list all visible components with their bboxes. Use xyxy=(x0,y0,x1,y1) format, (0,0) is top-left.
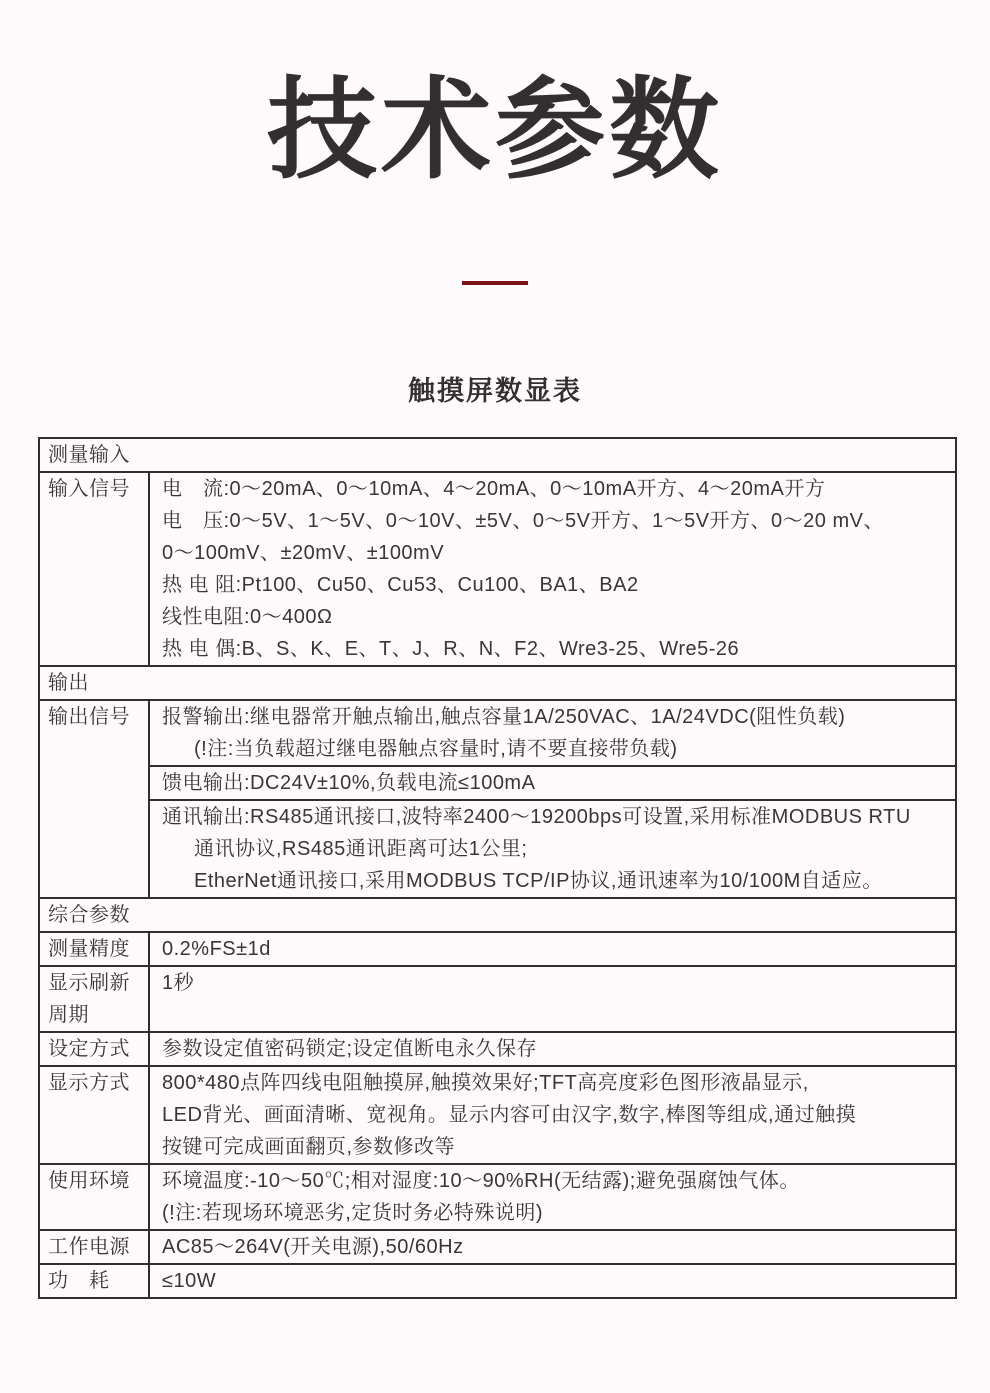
section-header-measurement-input xyxy=(40,439,955,471)
content-line: 0～100mV、±20mV、±100mV xyxy=(162,542,445,564)
section-header-text: 测量输入 xyxy=(48,444,130,466)
content-line: 馈电输出:DC24V±10%,负载电流≤100mA xyxy=(162,772,536,794)
spec-row-power-supply xyxy=(40,1229,955,1263)
row-label-line: 显示刷新 xyxy=(48,972,130,994)
row-label: 显示方式 xyxy=(40,1067,150,1163)
row-label: 使用环境 xyxy=(40,1165,150,1229)
row-content xyxy=(150,1033,955,1065)
content-line: 800*480点阵四线电阻触摸屏,触摸效果好;TFT高亮度彩色图形液晶显示, xyxy=(162,1072,809,1094)
row-content xyxy=(150,473,955,665)
spec-row-environment xyxy=(40,1163,955,1229)
content-line: 电 压:0～5V、1～5V、0～10V、±5V、0～5V开方、1～5V开方、0～20 mV、 xyxy=(162,510,884,532)
content-line: 通讯输出:RS485通讯接口,波特率2400～19200bps可设置,采用标准MODBUS RTU xyxy=(162,806,911,828)
row-content xyxy=(150,933,955,965)
content-line: 按键可完成画面翻页,参数修改等 xyxy=(162,1136,456,1158)
content-line: 热 电 阻:Pt100、Cu50、Cu53、Cu100、BA1、BA2 xyxy=(162,574,639,596)
content-line: 报警输出:继电器常开触点输出,触点容量1A/250VAC、1A/24VDC(阻性负载) xyxy=(162,706,846,728)
content-line: (!注:若现场环境恶劣,定货时务必特殊说明) xyxy=(162,1202,543,1224)
content-line: 通讯协议,RS485通讯距离可达1公里; xyxy=(194,838,528,860)
spec-row-power-consumption xyxy=(40,1263,955,1297)
row-label: 输出信号 xyxy=(40,701,150,897)
subcell-comm-output xyxy=(150,799,955,897)
row-content xyxy=(150,1231,955,1263)
spec-table xyxy=(38,437,957,1299)
content-line: 电 流:0～20mA、0～10mA、4～20mA、0～10mA开方、4～20mA开方 xyxy=(162,478,826,500)
content-line: AC85～264V(开关电源),50/60Hz xyxy=(162,1236,464,1258)
spec-row-refresh-period xyxy=(40,965,955,1031)
row-label: 工作电源 xyxy=(40,1231,150,1263)
page-title: 技术参数 xyxy=(267,69,723,192)
row-content xyxy=(150,701,955,897)
content-line: LED背光、画面清晰、宽视角。显示内容可由汉字,数字,棒图等组成,通过触摸 xyxy=(162,1104,857,1126)
spec-row-display-mode xyxy=(40,1065,955,1163)
spec-row-input-signal xyxy=(40,471,955,665)
section-header-output xyxy=(40,665,955,699)
row-content xyxy=(150,1067,955,1163)
page xyxy=(0,48,990,1393)
subcell-alarm-output xyxy=(150,701,955,765)
content-line: ≤10W xyxy=(162,1270,217,1292)
row-content xyxy=(150,1265,955,1297)
content-line: 环境温度:-10～50℃;相对湿度:10～90%RH(无结露);避免强腐蚀气体。 xyxy=(162,1170,800,1192)
row-label: 功 耗 xyxy=(40,1265,150,1297)
row-label xyxy=(40,967,150,1031)
title-accent-divider xyxy=(462,281,528,285)
row-label-line: 周期 xyxy=(48,1004,89,1026)
content-line: 线性电阻:0～400Ω xyxy=(162,606,333,628)
content-line: 1秒 xyxy=(162,972,195,994)
row-content xyxy=(150,967,955,1031)
row-content xyxy=(150,1165,955,1229)
content-line: 0.2%FS±1d xyxy=(162,938,271,960)
spec-row-setting-mode xyxy=(40,1031,955,1065)
section-header-general-params xyxy=(40,897,955,931)
table-title: 触摸屏数显表 xyxy=(408,376,582,406)
row-label: 测量精度 xyxy=(40,933,150,965)
spec-row-accuracy xyxy=(40,931,955,965)
content-line: (!注:当负载超过继电器触点容量时,请不要直接带负载) xyxy=(194,738,678,760)
row-label: 设定方式 xyxy=(40,1033,150,1065)
content-line: 参数设定值密码锁定;设定值断电永久保存 xyxy=(162,1038,538,1060)
section-header-text: 综合参数 xyxy=(48,904,130,926)
section-header-text: 输出 xyxy=(48,672,89,694)
content-line: 热 电 偶:B、S、K、E、T、J、R、N、F2、Wre3-25、Wre5-26 xyxy=(162,638,740,660)
content-line: EtherNet通讯接口,采用MODBUS TCP/IP协议,通讯速率为10/100M自适应。 xyxy=(194,870,883,892)
spec-row-output-signal xyxy=(40,699,955,897)
row-label: 输入信号 xyxy=(40,473,150,665)
subcell-feed-output xyxy=(150,765,955,799)
